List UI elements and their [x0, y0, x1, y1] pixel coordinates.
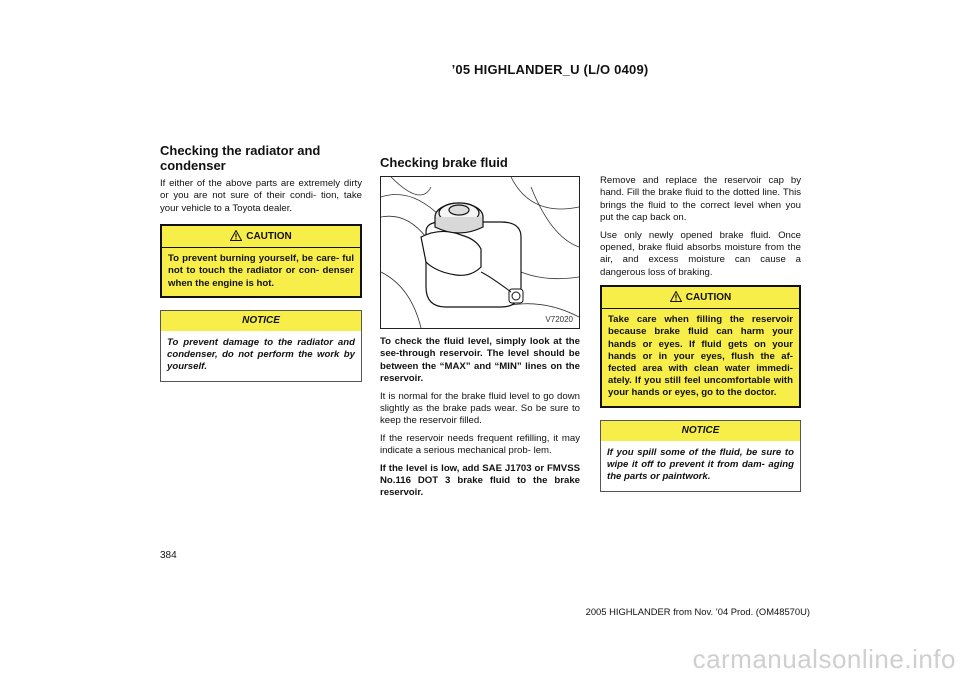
footer-text: 2005 HIGHLANDER from Nov. ’04 Prod. (OM48570U): [585, 606, 810, 617]
radiator-caution-box: [160, 224, 362, 298]
caution-title-label: CAUTION: [246, 231, 292, 243]
notice-title: NOTICE: [161, 311, 361, 331]
page-number: 384: [160, 550, 177, 561]
radiator-title-line2: condenser: [160, 158, 226, 173]
watermark-text: carmanualsonline.info: [692, 644, 956, 674]
brake-p3: If the reservoir needs frequent refilling, it may indicate a serious mechanical prob- lem.: [380, 432, 580, 457]
warning-triangle-icon: [670, 291, 682, 302]
warning-triangle-icon: [230, 230, 242, 241]
brake-fluid-section-title: Checking brake fluid: [380, 155, 508, 170]
brake-p1: To check the fluid level, simply look at the see-through reservoir. The level should be between the “MAX” and “MIN” lines on the reservoir.: [380, 336, 580, 385]
radiator-intro: If either of the above parts are extremely dirty or you are not sure of their condi- tion, take your vehicle to a Toyota dealer.: [160, 178, 362, 214]
caution-title-label: CAUTION: [685, 292, 732, 304]
brake-notice-box: [600, 420, 801, 493]
notice-text: To prevent damage to the radiator and condenser, do not perform the work by yourself.: [167, 336, 355, 373]
caution-text: To prevent burning yourself, be care- ful not to touch the radiator or con- denser when the engine is hot.: [168, 253, 354, 289]
notice-title: NOTICE: [601, 421, 800, 441]
brake-reservoir-illustration: [381, 177, 579, 328]
right-p1: Remove and replace the reservoir cap by hand. Fill the brake fluid to the dotted line. This brings the fluid to the correct level when you put the cap back on.: [600, 175, 801, 224]
right-column: [600, 175, 801, 492]
brake-p4: If the level is low, add SAE J1703 or FMVSS No.116 DOT 3 brake fluid to the brake reservoir.: [380, 462, 580, 499]
notice-text: If you spill some of the fluid, be sure to wipe it off to prevent it from dam- aging the parts or paintwork.: [607, 446, 794, 483]
radiator-notice-box: [160, 310, 362, 383]
caution-title: [162, 226, 360, 248]
caution-title: [602, 287, 799, 309]
radiator-section-title: [160, 143, 362, 173]
caution-text: Take care when filling the reservoir because brake fluid can harm your hands or eyes. If fluid gets on your hands or in your eyes, flush the af- fected area with clean water immedi- ately. If you still feel uncomfortable with your hands or eyes, go to the doctor.: [608, 314, 793, 399]
brake-caution-box: [600, 285, 801, 407]
radiator-title-line1: Checking the radiator and: [160, 143, 321, 158]
brake-reservoir-figure: [380, 176, 580, 329]
left-column: [160, 143, 362, 382]
brake-p2: It is normal for the brake fluid level to go down slightly as the brake pads wear. So be sure to keep the reservoir filled.: [380, 390, 580, 427]
page-header: ’05 HIGHLANDER_U (L/O 0409): [451, 62, 649, 77]
middle-column: [380, 155, 580, 505]
right-p2: Use only newly opened brake fluid. Once opened, brake fluid absorbs moisture from the air, and excess moisture can cause a dangerous loss of braking.: [600, 229, 801, 278]
figure-code: V72020: [545, 315, 573, 324]
